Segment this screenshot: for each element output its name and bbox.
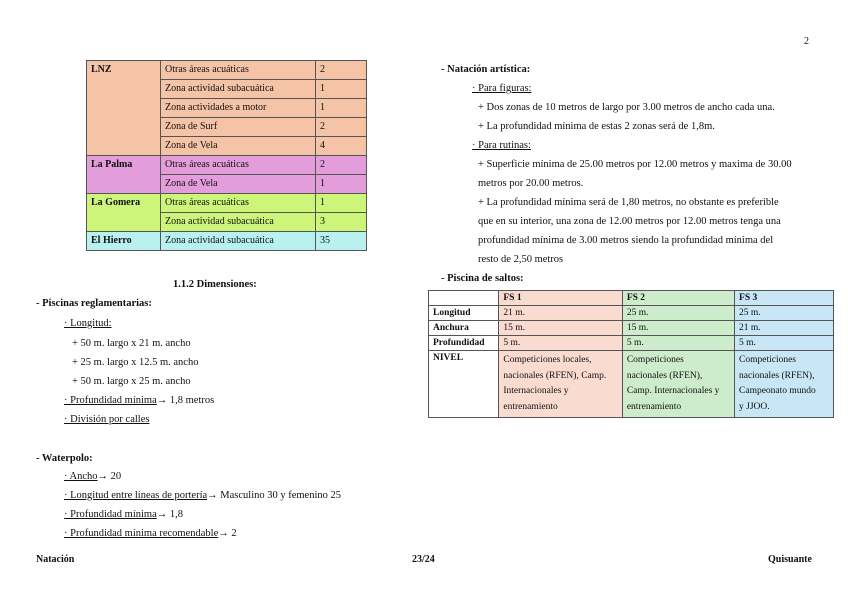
- rutinas-line: que en su interior, una zona de 12.00 metros por 12.00 metros tenga una: [478, 216, 781, 227]
- zone-cell: Zona de Surf: [161, 118, 316, 137]
- section-title: 1.1.2 Dimensiones:: [173, 279, 257, 290]
- rutinas-line: + La profundidad mínima será de 1,80 metros, no obstante es preferible: [478, 197, 779, 208]
- zone-count: 4: [316, 137, 367, 156]
- island-row: [87, 61, 367, 80]
- nivel-line: Campeonato mundo: [739, 386, 816, 396]
- nivel-line: entrenamiento: [503, 401, 558, 412]
- nivel-line: Competiciones: [739, 355, 797, 365]
- wp-prof-value: → 1,8: [156, 509, 183, 520]
- wp-prof-label: · Profundidad mínima: [64, 509, 157, 520]
- wp-longitud-label: · Longitud entre líneas de portería: [64, 490, 208, 501]
- zone-cell: Zona actividad subacuática: [161, 80, 316, 99]
- dive-row-label: Profundidad: [429, 336, 499, 351]
- page-number: 2: [804, 36, 809, 47]
- figuras-label: [472, 83, 531, 94]
- dive-header-cell: FS 3: [735, 291, 834, 306]
- zone-cell: Zona actividad subacuática: [161, 232, 316, 251]
- island-name: El Hierro: [87, 232, 161, 251]
- footer-page: 23/24: [412, 554, 435, 565]
- longitud-label: [64, 318, 112, 329]
- dive-cell: 15 m.: [499, 321, 622, 336]
- dive-cell: 5 m.: [622, 336, 734, 351]
- wp-prof-rec-line: [64, 528, 237, 539]
- dive-row: [429, 321, 834, 336]
- zone-count: 2: [316, 61, 367, 80]
- dive-cell: 5 m.: [499, 336, 622, 351]
- dive-header-row: [429, 291, 834, 306]
- dive-nivel-cell: [735, 351, 834, 418]
- nivel-line: nacionales (RFEN),: [626, 370, 703, 381]
- nivel-line: entrenamiento: [626, 401, 682, 412]
- zone-cell: Zona actividades a motor: [161, 99, 316, 118]
- wp-longitud-value: → Masculino 30 y femenino 25: [207, 490, 342, 501]
- dive-cell: 21 m.: [499, 306, 622, 321]
- nivel-line: Internacionales y: [503, 386, 569, 396]
- nivel-line: nacionales (RFEN),: [739, 370, 815, 381]
- island-row: [87, 156, 367, 175]
- profundidad-line: [64, 395, 214, 406]
- wp-prof-rec-label: · Profundidad mínima recomendable: [64, 528, 219, 539]
- profundidad-label: · Profundidad mínima: [64, 395, 157, 406]
- dive-cell: 25 m.: [735, 306, 834, 321]
- waterpolo-title: - Waterpolo:: [36, 453, 93, 464]
- zone-count: 1: [316, 194, 367, 213]
- dive-nivel-cell: [622, 351, 734, 418]
- figuras-label-text: · Para figuras:: [472, 83, 532, 94]
- zone-cell: Otras áreas acuáticas: [161, 194, 316, 213]
- wp-ancho-line: [64, 471, 121, 482]
- zone-cell: Otras áreas acuáticas: [161, 156, 316, 175]
- piscinas-title: - Piscinas reglamentarias:: [36, 298, 152, 309]
- island-row: [87, 194, 367, 213]
- island-name: La Palma: [87, 156, 161, 194]
- nivel-line: Camp. Internacionales y: [626, 386, 720, 396]
- dive-cell: 15 m.: [622, 321, 734, 336]
- nivel-line: y JJOO.: [739, 401, 770, 412]
- rutinas-line: resto de 2,50 metros: [478, 254, 564, 265]
- zone-count: 1: [316, 175, 367, 194]
- natacion-title: - Natación artística:: [441, 64, 531, 75]
- dive-row-label: Longitud: [429, 306, 499, 321]
- figuras-item: + La profundidad mínima de estas 2 zonas será de 1,8m.: [478, 121, 715, 132]
- wp-prof-line: [64, 509, 183, 520]
- dive-cell: 25 m.: [622, 306, 734, 321]
- zone-count: 1: [316, 80, 367, 99]
- island-row: [87, 232, 367, 251]
- zone-count: 35: [316, 232, 367, 251]
- footer-right: Quisuante: [768, 554, 812, 565]
- wp-ancho-value: → 20: [97, 471, 122, 482]
- wp-longitud-line: [64, 490, 341, 501]
- dive-row-label: Anchura: [429, 321, 499, 336]
- profundidad-value: → 1,8 metros: [156, 395, 215, 406]
- dive-cell: 21 m.: [735, 321, 834, 336]
- wp-prof-rec-value: → 2: [218, 528, 237, 539]
- zone-count: 3: [316, 213, 367, 232]
- rutinas-line: + Superficie mínima de 25.00 metros por 12.00 metros y maxima de 30.00: [478, 159, 792, 170]
- dive-cell: 5 m.: [735, 336, 834, 351]
- dive-row: [429, 336, 834, 351]
- saltos-title: - Piscina de saltos:: [441, 273, 524, 284]
- division-label: · División por calles: [64, 414, 150, 425]
- zone-count: 2: [316, 156, 367, 175]
- footer-left: Natación: [36, 554, 75, 565]
- longitud-label-text: · Longitud:: [64, 318, 112, 329]
- zone-count: 2: [316, 118, 367, 137]
- zone-count: 1: [316, 99, 367, 118]
- rutinas-line: metros por 20.00 metros.: [478, 178, 584, 189]
- figuras-item: + Dos zonas de 10 metros de largo por 3.00 metros de ancho cada una.: [478, 102, 775, 113]
- dive-row: [429, 306, 834, 321]
- rutinas-line: profundidad mínima de 3.00 metros siendo la profundidad mínima del: [478, 235, 774, 246]
- island-name: La Gomera: [87, 194, 161, 232]
- nivel-line: Competiciones locales,: [503, 355, 592, 365]
- dive-row-label: NIVEL: [429, 351, 499, 418]
- nivel-line: nacionales (RFEN), Camp.: [503, 370, 607, 381]
- zone-cell: Otras áreas acuáticas: [161, 61, 316, 80]
- island-zones-table: [86, 60, 367, 251]
- dive-header-cell: FS 1: [499, 291, 622, 306]
- nivel-line: Competiciones: [626, 355, 684, 365]
- rutinas-label: [472, 140, 531, 151]
- dive-corner-cell: [429, 291, 499, 306]
- zone-cell: Zona de Vela: [161, 137, 316, 156]
- dive-header-cell: FS 2: [622, 291, 734, 306]
- dive-nivel-row: [429, 351, 834, 418]
- diving-pool-table: [428, 290, 834, 418]
- wp-ancho-label: · Ancho: [64, 471, 98, 482]
- dive-nivel-cell: [499, 351, 622, 418]
- zone-cell: Zona actividad subacuática: [161, 213, 316, 232]
- longitud-item: + 50 m. largo x 21 m. ancho: [72, 338, 191, 349]
- rutinas-label-text: · Para rutinas:: [472, 140, 531, 151]
- division-line: [64, 414, 149, 425]
- island-name: LNZ: [87, 61, 161, 156]
- zone-cell: Zona de Vela: [161, 175, 316, 194]
- longitud-item: + 50 m. largo x 25 m. ancho: [72, 376, 191, 387]
- longitud-item: + 25 m. largo x 12.5 m. ancho: [72, 357, 199, 368]
